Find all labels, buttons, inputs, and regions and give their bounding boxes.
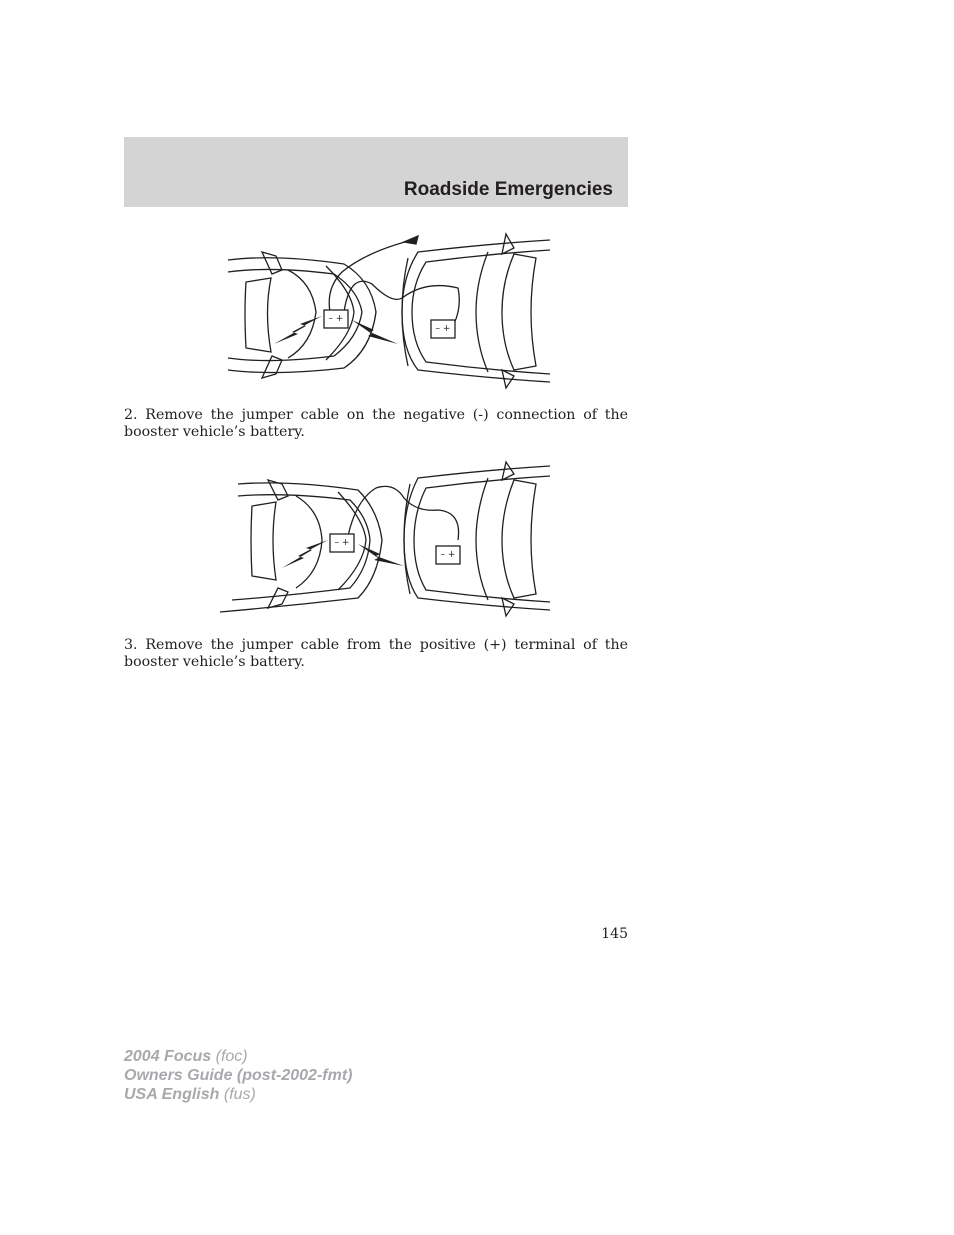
cable-clamp-loose — [404, 236, 418, 244]
document-footer — [124, 1047, 352, 1104]
page-number: 145 — [601, 926, 628, 942]
right-vehicle — [402, 234, 550, 388]
battery-right-terminals: – + — [440, 550, 456, 560]
spark-symbol-right — [352, 320, 398, 344]
step-2-text: 2. Remove the jumper cable on the negative (-) connection of the booster vehicle’s battery. — [124, 407, 628, 440]
battery-left — [324, 310, 348, 328]
battery-left-terminals: – + — [328, 314, 344, 324]
left-vehicle — [228, 252, 376, 378]
step-3-text: 3. Remove the jumper cable from the positive (+) terminal of the booster vehicle’s battery. — [124, 637, 628, 670]
jump-start-diagram-1 — [226, 232, 552, 392]
battery-left-terminals: – + — [334, 538, 350, 548]
footer-line-2 — [124, 1066, 352, 1085]
battery-right-terminals: – + — [435, 324, 451, 334]
left-vehicle — [220, 480, 382, 612]
battery-right — [436, 546, 460, 564]
footer-model: 2004 Focus — [124, 1048, 212, 1065]
jump-start-diagram-2 — [218, 460, 556, 620]
battery-left — [330, 534, 354, 552]
right-vehicle — [404, 462, 550, 616]
footer-language: USA English — [124, 1086, 220, 1103]
footer-line-3 — [124, 1085, 352, 1104]
footer-guide: Owners Guide (post-2002-fmt) — [124, 1067, 353, 1084]
section-title: Roadside Emergencies — [403, 179, 613, 200]
footer-line-1 — [124, 1047, 352, 1066]
jumper-cable — [329, 238, 459, 324]
battery-right — [431, 320, 455, 338]
header-band — [124, 137, 628, 207]
footer-language-code: (fus) — [223, 1086, 256, 1103]
footer-model-code: (foc) — [215, 1048, 248, 1065]
